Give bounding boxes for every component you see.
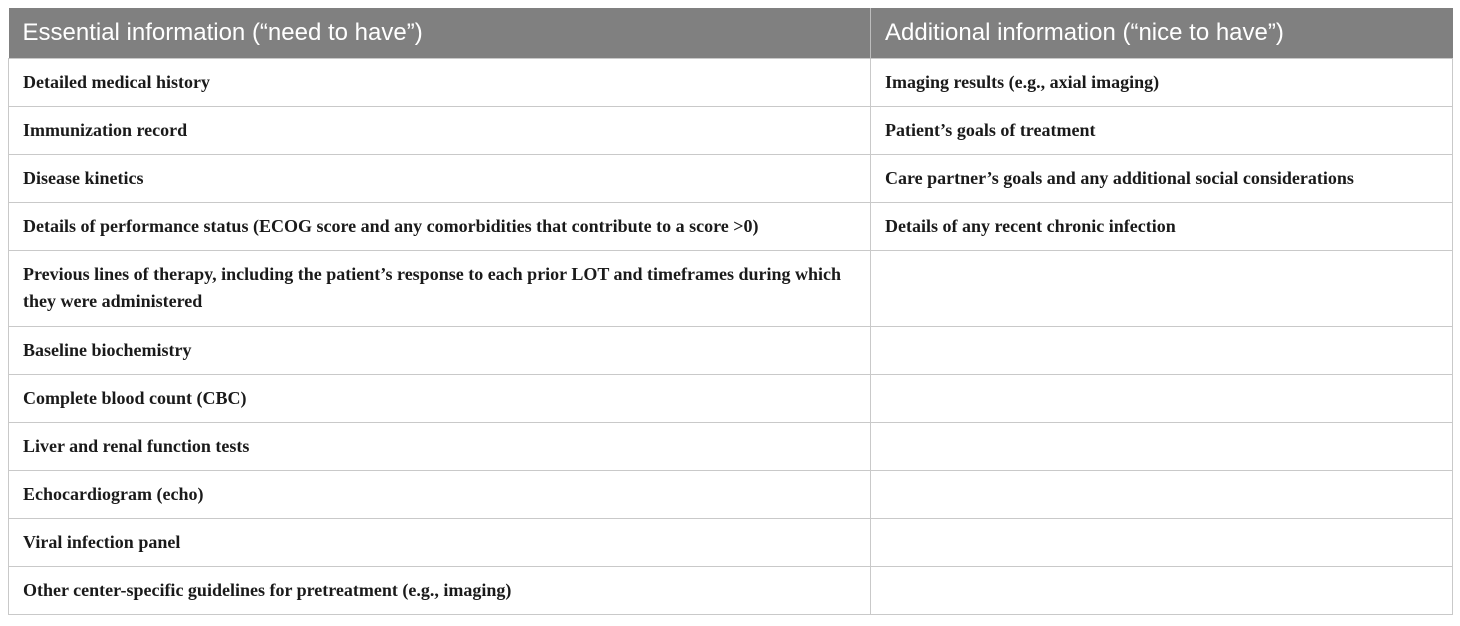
table-row — [9, 106, 1453, 154]
essential-cell: Immunization record — [9, 106, 871, 154]
table-row — [9, 422, 1453, 470]
essential-cell: Complete blood count (CBC) — [9, 374, 871, 422]
table-row — [9, 326, 1453, 374]
table-row — [9, 374, 1453, 422]
additional-cell: Details of any recent chronic infection — [871, 202, 1453, 250]
essential-cell: Baseline biochemistry — [9, 326, 871, 374]
table-row — [9, 202, 1453, 250]
essential-cell: Disease kinetics — [9, 154, 871, 202]
additional-cell: Patient’s goals of treatment — [871, 106, 1453, 154]
table-row — [9, 154, 1453, 202]
essential-cell: Viral infection panel — [9, 518, 871, 566]
additional-cell — [871, 422, 1453, 470]
table-row — [9, 58, 1453, 106]
additional-cell — [871, 374, 1453, 422]
information-table-container — [8, 8, 1452, 615]
table-header-row — [9, 8, 1453, 58]
header-essential-information: Essential information (“need to have”) — [9, 8, 871, 58]
essential-cell: Echocardiogram (echo) — [9, 470, 871, 518]
essential-cell: Previous lines of therapy, including the patient’s response to each prior LOT and timeframes during which they were administered — [9, 250, 871, 326]
essential-cell: Liver and renal function tests — [9, 422, 871, 470]
additional-cell: Imaging results (e.g., axial imaging) — [871, 58, 1453, 106]
additional-cell — [871, 326, 1453, 374]
information-table — [8, 8, 1453, 615]
additional-cell — [871, 470, 1453, 518]
essential-cell: Detailed medical history — [9, 58, 871, 106]
additional-cell: Care partner’s goals and any additional social considerations — [871, 154, 1453, 202]
table-row — [9, 250, 1453, 326]
table-row — [9, 518, 1453, 566]
additional-cell — [871, 518, 1453, 566]
header-additional-information: Additional information (“nice to have”) — [871, 8, 1453, 58]
additional-cell — [871, 566, 1453, 614]
table-row — [9, 470, 1453, 518]
essential-cell: Details of performance status (ECOG score and any comorbidities that contribute to a score >0) — [9, 202, 871, 250]
essential-cell: Other center-specific guidelines for pretreatment (e.g., imaging) — [9, 566, 871, 614]
table-row — [9, 566, 1453, 614]
additional-cell — [871, 250, 1453, 326]
